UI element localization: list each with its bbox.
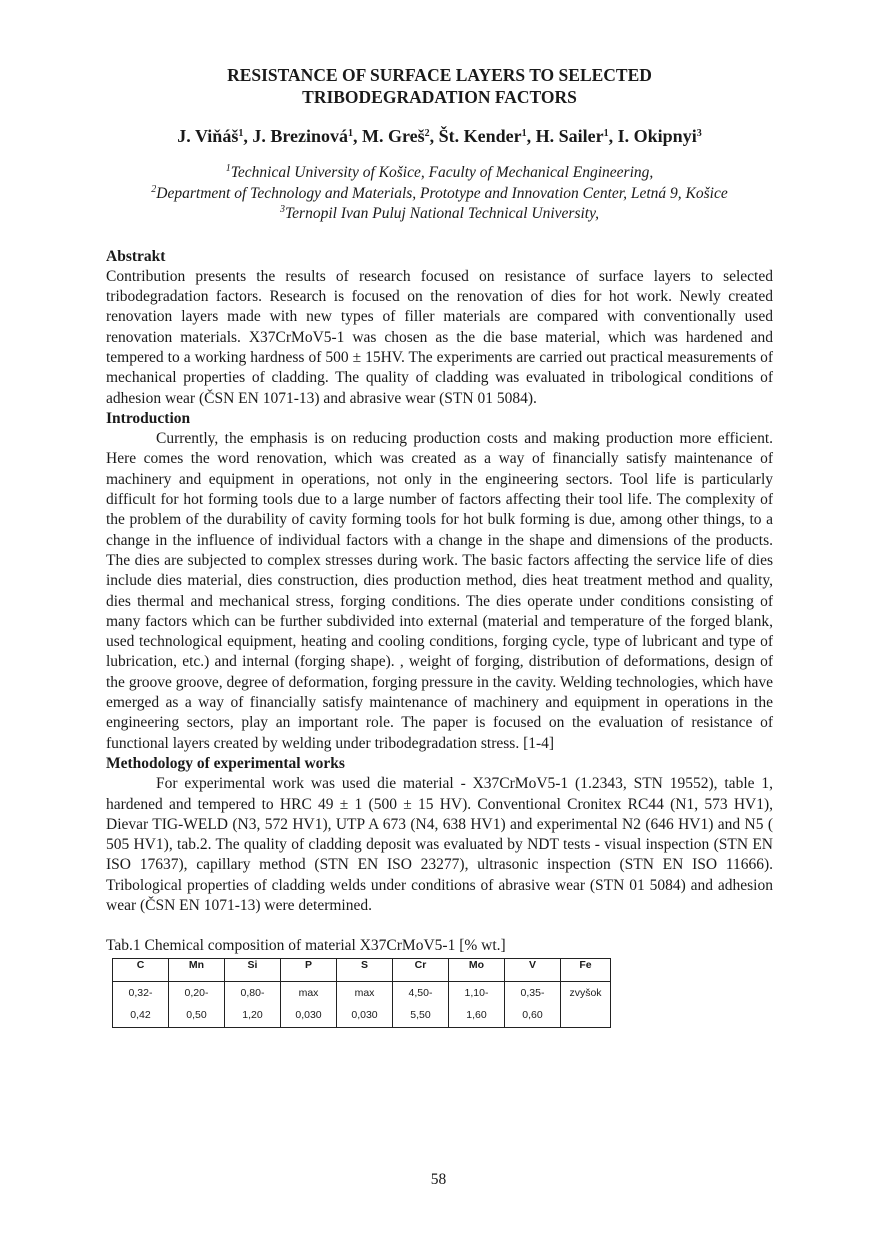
table-cell [225, 982, 281, 1028]
table-cell [281, 982, 337, 1028]
author-separator: , [243, 126, 253, 146]
table-cell [169, 982, 225, 1028]
author-affiliation-mark: 1 [348, 128, 353, 139]
table-header-cell: V [505, 959, 561, 982]
author-name: J. Brezinová [252, 126, 348, 146]
table-cell-line: 0,35- [520, 987, 545, 1000]
table-cell [561, 982, 611, 1028]
page-number: 58 [430, 1171, 447, 1188]
table-cell-line: 1,60 [466, 1009, 487, 1022]
table-header-cell: C [113, 959, 169, 982]
author-name: Št. Kender [438, 126, 522, 146]
affiliation-line [106, 184, 773, 205]
table-cell-line: 0,50 [186, 1009, 207, 1022]
table-cell [393, 982, 449, 1028]
table-cell [337, 982, 393, 1028]
table-header-cell: Fe [561, 959, 611, 982]
paper-title [106, 64, 773, 108]
table-cell-line: max [298, 987, 319, 1000]
table-cell-line: 0,030 [295, 1009, 322, 1022]
table-cell [449, 982, 505, 1028]
table-header-cell: Si [225, 959, 281, 982]
table-cell-line: 0,20- [184, 987, 209, 1000]
affiliation-text: Department of Technology and Materials, Prototype and Innovation Center, Letná 9, Košice [156, 184, 728, 202]
author-separator: , [429, 126, 439, 146]
paper-page [106, 64, 773, 1028]
table-cell-line: 1,20 [242, 1009, 263, 1022]
table-cell-line: 0,42 [130, 1009, 151, 1022]
author-list [106, 125, 773, 147]
author-separator: , [353, 126, 362, 146]
affiliation-text: Technical University of Košice, Faculty of Mechanical Engineering, [230, 164, 654, 181]
table-header-cell: S [337, 959, 393, 982]
author-name: M. Greš [362, 126, 425, 146]
affiliations [106, 163, 773, 225]
author-affiliation-mark: 1 [603, 128, 609, 139]
affiliation-text: Ternopil Ivan Puluj National Technical University, [284, 205, 599, 222]
author-affiliation-mark: 2 [424, 128, 430, 139]
author-name: I. Okipnyi [617, 126, 697, 146]
table-header-cell: Mo [449, 959, 505, 982]
introduction-text: Currently, the emphasis is on reducing production costs and making production more efficient. Here comes the word renovation, which was created as a way of financially satisfy maintenance of machinery and equipment in operations, not only in the engineering sectors. Tool life is particularly difficult for hot forming tools due to a large number of factors affecting their tool life. The complexity of the problem of the durability of cavity forming tools for hot bulk forming is due, among other things, to a change in the influence of individual factors with a change in the shape and dimensions of the products. The dies are subjected to complex stresses during work. The basic factors affecting the service life of dies include dies material, dies construction, dies production method, dies heat treatment method and quality, dies thermal and mechanical stress, forging conditions. The dies operate under conditions consisting of many factors which can be further subdivided into external (material and temperature of the forged blank, used technological equipment, heating and cooling conditions, forging cycle, type of lubricant and type of lubrication, etc.) and internal (forging shape). , weight of forging, distribution of deformations, design of the groove groove, degree of deformation, forging pressure in the cavity. Welding technologies, which have emerged as a way of financially satisfy maintenance of machinery and equipment in operations in the engineering sectors, play an important role. The paper is focused on the evaluation of resistance of functional layers created by welding under tribodegradation stress. [1-4] [106, 430, 773, 752]
author-affiliation-mark: 3 [696, 128, 702, 139]
title-line-1: RESISTANCE OF SURFACE LAYERS TO SELECTED [227, 65, 652, 85]
affiliation-mark: 1 [225, 163, 231, 174]
methodology-heading: Methodology of experimental works [106, 754, 345, 772]
table-cell-line: 0,60 [522, 1009, 543, 1022]
author-separator: , [526, 126, 536, 146]
affiliation-mark: 2 [151, 183, 157, 195]
author-name: J. Viňáš [177, 126, 239, 146]
title-line-2: TRIBODEGRADATION FACTORS [302, 87, 577, 107]
table-cell-line: 0,32- [128, 987, 153, 1000]
table-cell-line: zvyšok [569, 987, 602, 1000]
table-cell-line: 1,10- [464, 987, 489, 1000]
table-cell-line: 0,80- [240, 987, 265, 1000]
author-name: H. Sailer [535, 126, 604, 146]
table-cell-line: max [354, 987, 375, 1000]
author-affiliation-mark: 1 [521, 128, 527, 139]
abstract-heading: Abstrakt [106, 247, 166, 265]
methodology-text: For experimental work was used die material - X37CrMoV5-1 (1.2343, STN 19552), table 1, hardened and tempered to HRC 49 ± 1 (500 ± 15 HV). Conventional Cronitex RC44 (N1, 573 HV1), Dievar TIG-WELD (N3, 572 HV1), UTP A 673 (N4, 638 HV1) and experimental N2 (646 HV1) and N5 ( 505 HV1), tab.2. The quality of cladding deposit was evaluated by NDT tests - visual inspection (STN EN ISO 17637), capillary method (STN EN ISO 23277), ultrasonic inspection (STN EN ISO 11666). Tribological properties of cladding welds under conditions of abrasive wear (STN 01 5084) and adhesion wear (ČSN EN 1071-13) were determined. [106, 775, 773, 914]
affiliation-line [106, 163, 773, 184]
table-header-cell: P [281, 959, 337, 982]
table-cell-line: 0,030 [351, 1009, 378, 1022]
chemical-composition-table [112, 958, 611, 1028]
author-separator: , [608, 126, 618, 146]
affiliation-mark: 3 [279, 204, 285, 215]
table-cell [505, 982, 561, 1028]
table-header-cell: Cr [393, 959, 449, 982]
table-header-row [113, 959, 611, 982]
abstract-text: Contribution presents the results of research focused on resistance of surface layers to selected tribodegradation factors. Research is focused on the renovation of dies for hot work. Newly created renovation layers made with new types of filler materials are compared with conventionally used renovation materials. X37CrMoV5-1 was chosen as the die base material, which was hardened and tempered to a working hardness of 500 ± 15HV. The experiments are carried out practical measurements of mechanical properties of cladding. The quality of cladding was evaluated in tribological conditions of adhesion wear (ČSN EN 1071-13) and abrasive wear (STN 01 5084). [106, 267, 773, 407]
table-cell [113, 982, 169, 1028]
table-cell-line: 5,50 [410, 1009, 431, 1022]
table-header-cell: Mn [169, 959, 225, 982]
author-affiliation-mark: 1 [238, 128, 244, 139]
table-cell-line: 4,50- [408, 987, 433, 1000]
table-caption: Tab.1 Chemical composition of material X37CrMoV5-1 [% wt.] [106, 937, 506, 955]
table-row [113, 982, 611, 1028]
introduction-heading: Introduction [106, 409, 191, 427]
affiliation-line [106, 204, 773, 225]
